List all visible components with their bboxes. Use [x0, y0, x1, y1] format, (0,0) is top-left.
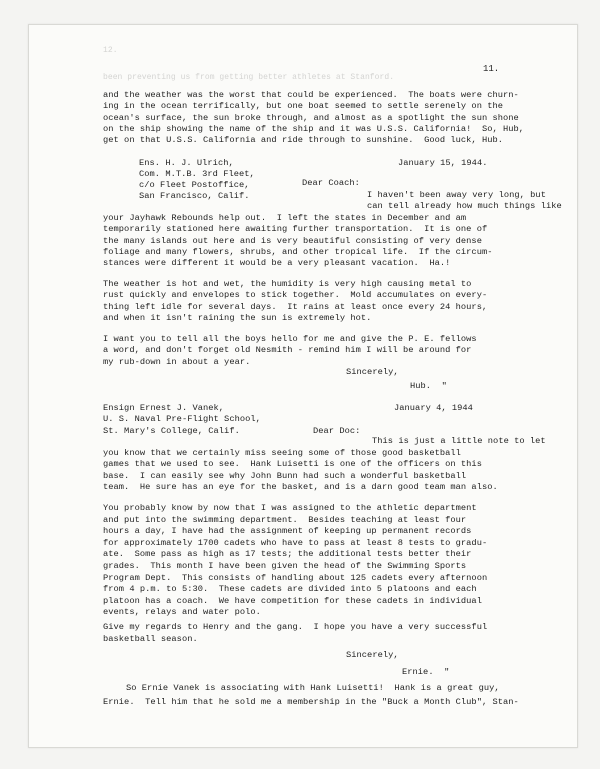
letter2-body-line: ate. Some pass as high as 17 tests; the additional tests better their: [103, 549, 472, 560]
letter2-closing: Sincerely,: [346, 650, 399, 660]
letter2-body-line: basketball season.: [103, 633, 198, 644]
intro-line: on the ship showing the name of the ship and it was U.S.S. California! So, Hub,: [103, 123, 525, 134]
letter1-body-line: stances were different it would be a very pleasant vacation. Ha.!: [103, 258, 451, 269]
letter1-body-line: thing left idle for several days. It rains at least once every 24 hours,: [103, 301, 488, 312]
letter2-body-line: You probably know by now that I was assigned to the athletic department: [103, 503, 477, 513]
intro-line: and the weather was the worst that could be experienced. The boats were churn-: [103, 90, 519, 100]
letter1-body-line: your Jayhawk Rebounds help out. I left the states in December and am: [103, 213, 467, 223]
bleed-through-page-number: 12.: [103, 46, 118, 55]
letter2-signature: Ernie. ": [402, 667, 450, 677]
letter2-body-line: grades. This month I have been given the head of the Swimming Sports: [103, 561, 467, 571]
letter1-body-line: can tell already how much things like: [367, 201, 562, 212]
letter2-address-line: U. S. Naval Pre-Flight School,: [103, 414, 261, 425]
letter2-body-line: Give my regards to Henry and the gang. I hope you have a very successful: [103, 622, 488, 632]
letter2-body-line: This is just a little note to let: [372, 436, 546, 446]
letter2-body-line: platoon has a coach. We have competition for these cadets in individual: [103, 595, 482, 606]
intro-line: get on that U.S.S. California and ride through to sunshine. Good luck, Hub.: [103, 135, 504, 146]
letter2-salutation: Dear Doc:: [313, 426, 361, 436]
letter2-body-line: hours a day, I have had the assignment of keeping up permanent records: [103, 526, 472, 537]
letter1-body-line: the many islands out here and is very beautiful consisting of very dense: [103, 235, 482, 246]
closing-line: So Ernie Vanek is associating with Hank Luisetti! Hank is a great guy,: [126, 683, 500, 693]
letter1-body-line: The weather is hot and wet, the humidity is very high causing metal to: [103, 279, 472, 289]
letter1-address-line: San Francisco, Calif.: [139, 191, 250, 202]
letter2-body-line: for approximately 1700 cadets who have to pass at least 8 tests to gradu-: [103, 537, 488, 548]
letter1-body-line: my rub-down in about a year.: [103, 356, 251, 367]
letter2-address-line: St. Mary's College, Calif.: [103, 425, 240, 436]
letter1-salutation: Dear Coach:: [302, 178, 360, 188]
letter2-body-line: you know that we certainly miss seeing some of those good basketball: [103, 448, 461, 458]
letter2-body-line: Program Dept. This consists of handling about 125 cadets every afternoon: [103, 572, 488, 583]
letter1-body-line: I haven't been away very long, but: [367, 190, 546, 200]
letter2-body-line: and put into the swimming department. Besides teaching at least four: [103, 514, 467, 525]
letter1-address-line: Ens. H. J. Ulrich,: [139, 158, 234, 168]
bleed-through-text: been preventing us from getting better athletes at Stanford.: [103, 73, 395, 82]
intro-line: ocean's surface, the sun broke through, and almost as a spotlight the sun shone: [103, 112, 519, 123]
letter2-date: January 4, 1944: [394, 403, 473, 413]
letter1-body-line: I want you to tell all the boys hello for me and give the P. E. fellows: [103, 334, 477, 344]
letter2-body-line: base. I can easily see why John Bunn had such a wonderful basketball: [103, 470, 467, 481]
letter2-body-line: events, relays and water polo.: [103, 607, 261, 618]
letter1-signature: Hub. ": [410, 381, 447, 391]
letter1-body-line: rust quickly and envelopes to stick together. Mold accumulates on every-: [103, 290, 488, 301]
letter2-address-line: Ensign Ernest J. Vanek,: [103, 403, 225, 413]
letter1-body-line: temporarily stationed here awaiting further transportation. It is one of: [103, 224, 488, 235]
letter1-address-line: c/o Fleet Postoffice,: [139, 180, 250, 191]
letter1-body-line: foliage and many flowers, shrubs, and other tropical life. If the circum-: [103, 246, 493, 257]
page-number: 11.: [483, 64, 500, 74]
letter2-body-line: games that we used to see. Hank Luisetti is one of the officers on this: [103, 459, 482, 470]
intro-line: ing in the ocean terrifically, but one boat seemed to settle serenely on the: [103, 101, 504, 112]
letter1-body-line: a word, and don't forget old Nesmith - remind him I will be around for: [103, 345, 472, 356]
letter1-body-line: and when it isn't raining the sun is extremely hot.: [103, 312, 372, 323]
letter2-body-line: team. He sure has an eye for the basket, and is a darn good team man also.: [103, 481, 498, 492]
letter1-closing: Sincerely,: [346, 367, 399, 377]
letter1-address-line: Com. M.T.B. 3rd Fleet,: [139, 169, 255, 180]
letter2-body-line: from 4 p.m. to 5:30. These cadets are divided into 5 platoons and each: [103, 584, 477, 595]
letter1-date: January 15, 1944.: [398, 158, 488, 168]
closing-line: Ernie. Tell him that he sold me a membership in the "Buck a Month Club", Stan-: [103, 697, 519, 707]
